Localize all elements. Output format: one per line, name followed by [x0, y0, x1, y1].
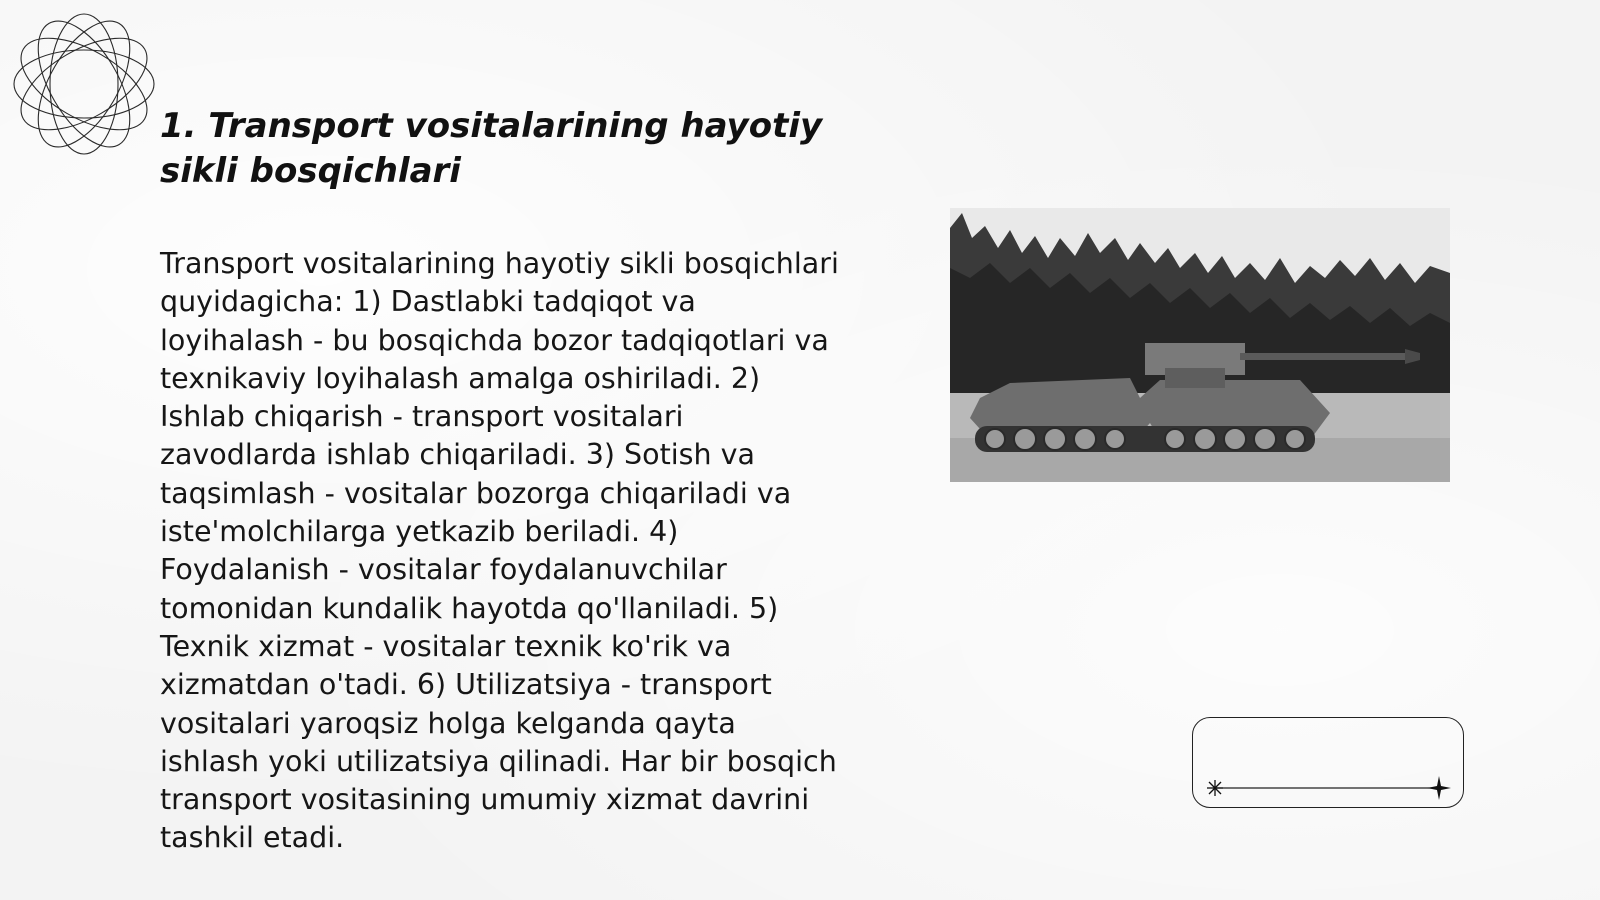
interlocking-circles-icon: [10, 10, 158, 158]
sparkle-icon: [1427, 776, 1451, 800]
slide-title: 1. Transport vositalarining hayotiy sikli bosqichlari: [160, 106, 823, 191]
tank-photo: [950, 208, 1450, 482]
decorative-frame: [1192, 717, 1464, 808]
starburst-icon: [1207, 780, 1223, 796]
slide-body-text: Transport vositalarining hayotiy sikli bosqichlari quyidagicha: 1) Dastlabki tadqiqot va loyihalash - bu bosqichda bozor tadqiqotlari va texnikaviy loyihalash amalga oshiriladi. 2) Ishlab chiqarish - transport vositalari zavodlarda ishlab chiqariladi. 3) Sotish va taqsimlash - vositalar bozorga chiqariladi va iste'molchilarga yetkazib beriladi. 4) Foydalanish - vositalar foydalanuvchilar tomonidan kundalik hayotda qo'llaniladi. 5) Texnik xizmat - vositalar texnik ko'rik va xizmatdan o'tadi. 6) Utilizatsiya - transport vositalari yaroqsiz holga kelganda qayta ishlash yoki utilizatsiya qilinadi. Har bir bosqich transport vositasining umumiy xizmat davrini tashkil etadi.: [160, 247, 839, 855]
